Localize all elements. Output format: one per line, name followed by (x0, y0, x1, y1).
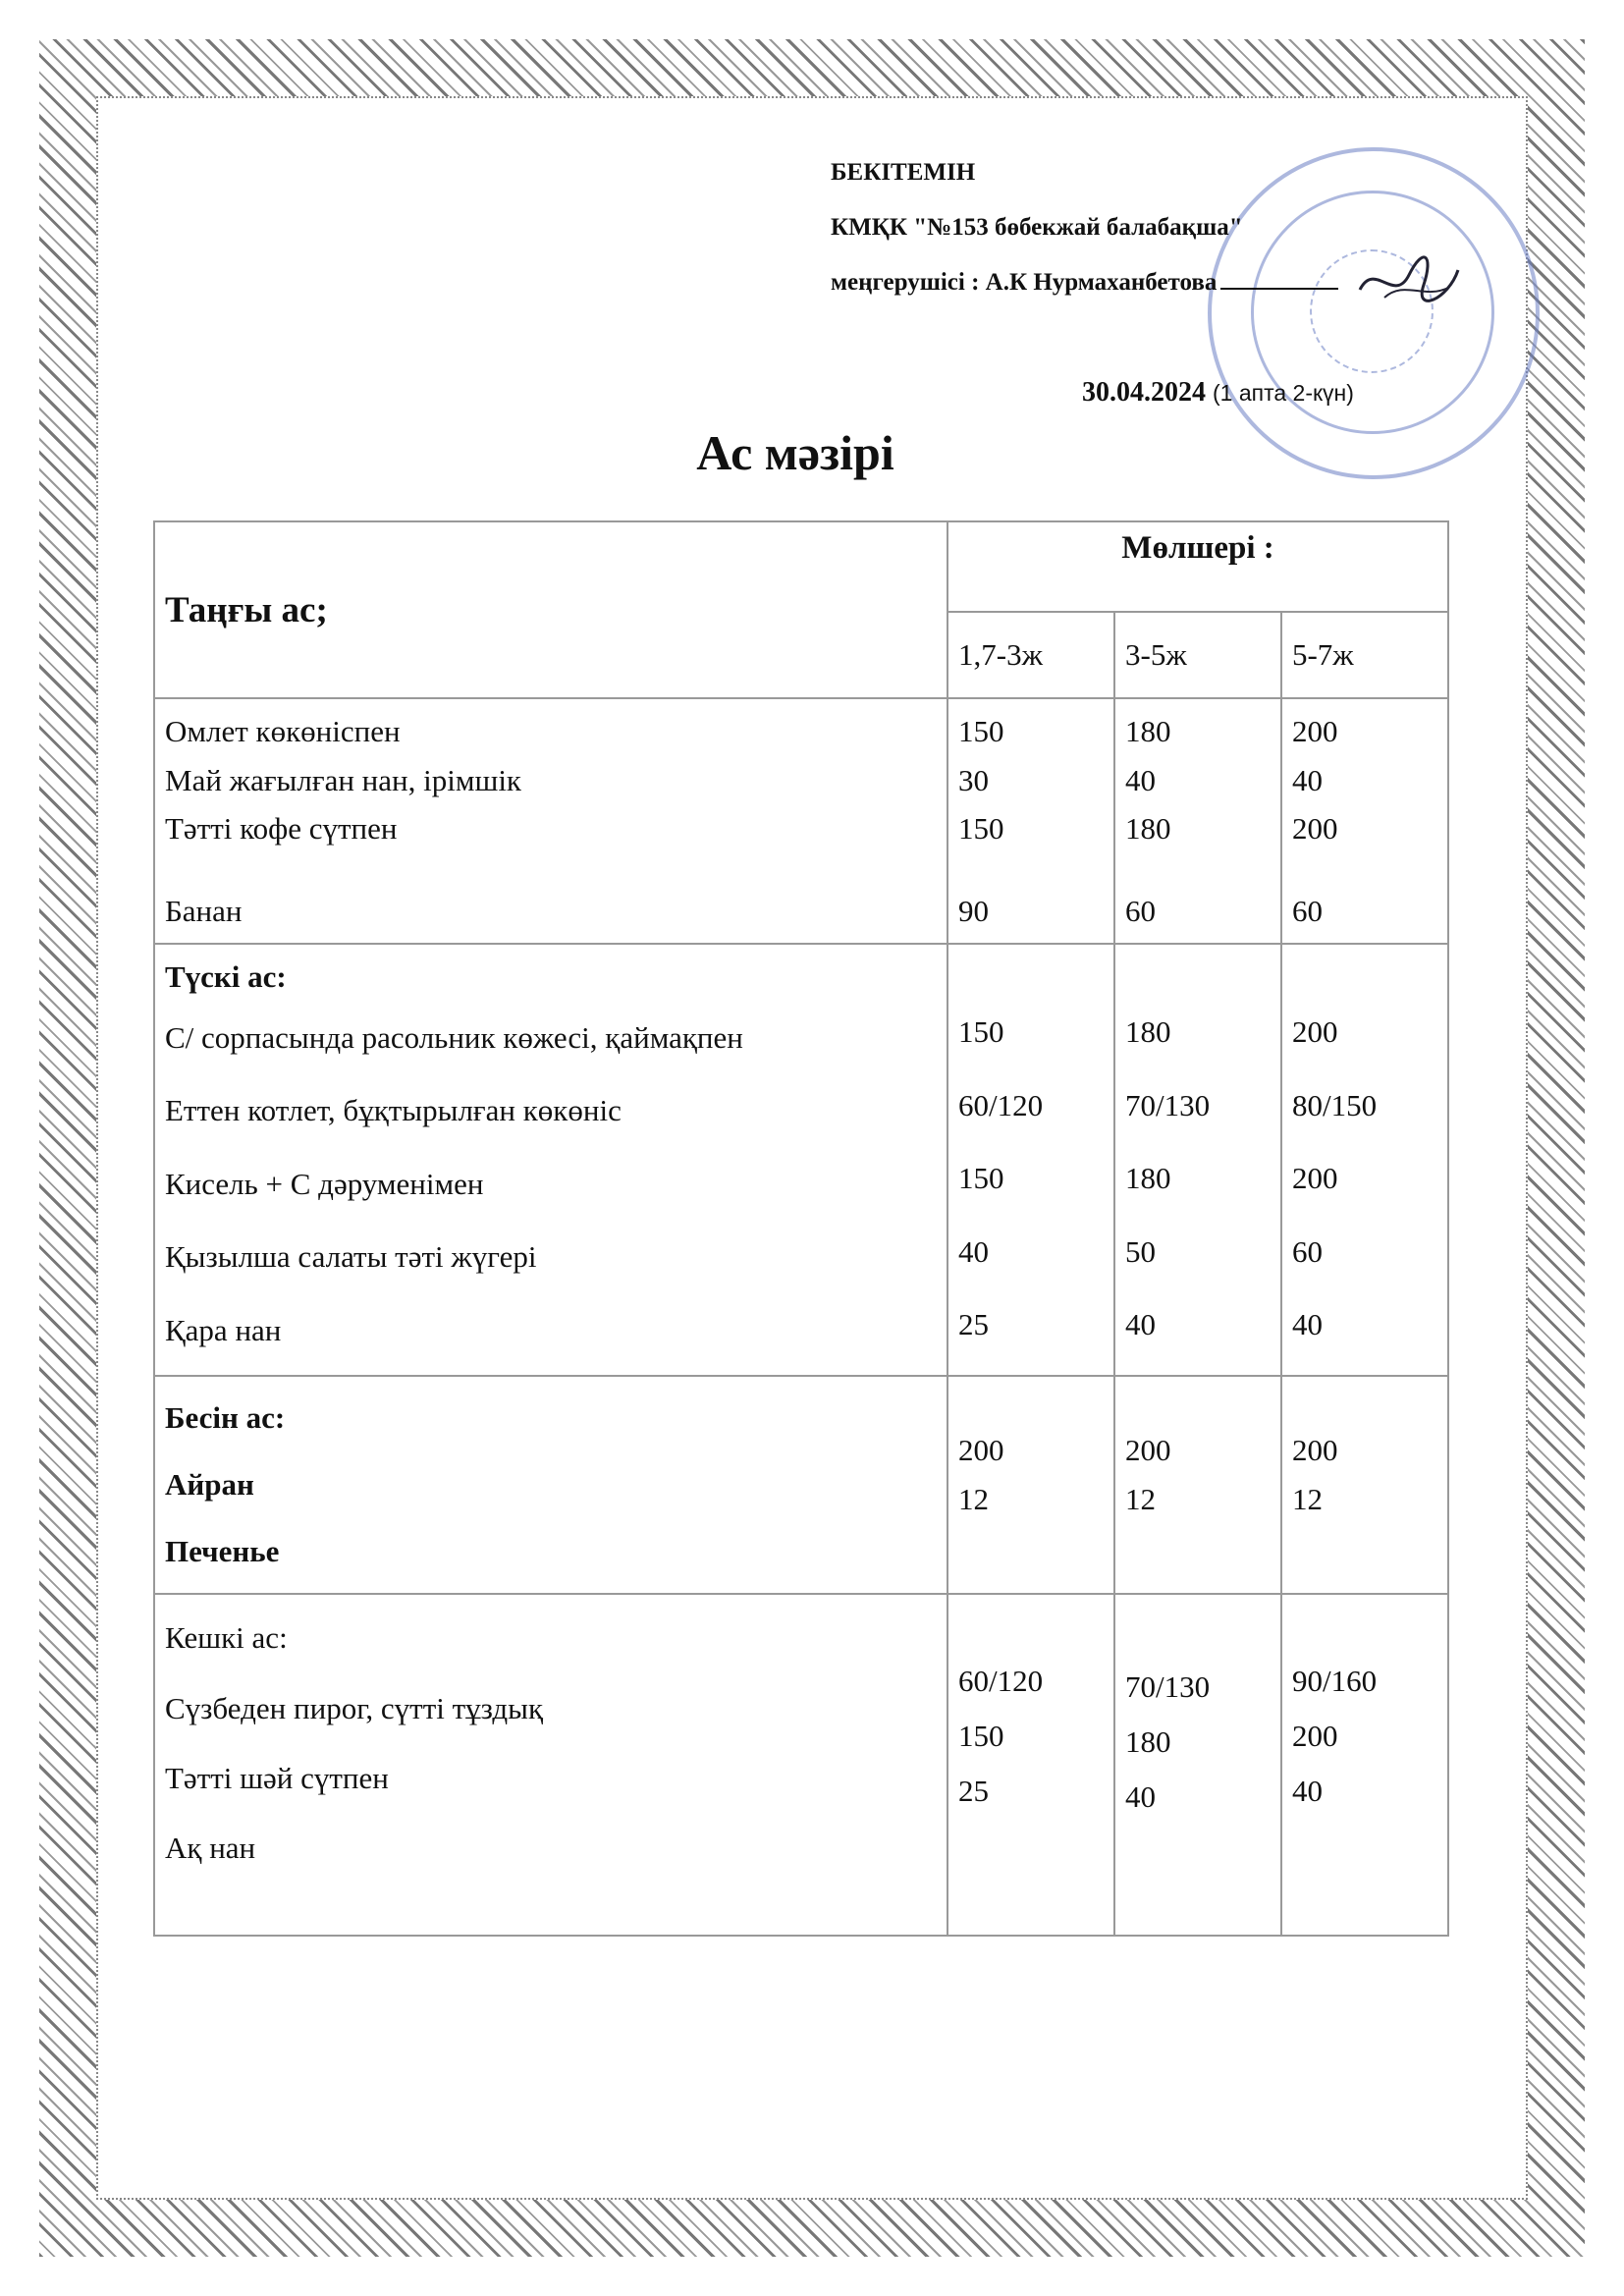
amount: 70/130 (1125, 1087, 1211, 1122)
menu-item: Тәтті шәй сүтпен (165, 1761, 389, 1796)
amount: 60 (1125, 893, 1157, 928)
signature-line (1220, 288, 1338, 290)
menu-item: Банан (165, 893, 243, 928)
amount: 180 (1125, 1014, 1171, 1050)
amount: 150 (958, 811, 1004, 847)
week-day-note: (1 апта 2-күн) (1213, 380, 1354, 406)
approval-line2: КМҚК "№153 бөбекжай балабақша" (831, 214, 1243, 241)
header-meal: Таңғы ас; (154, 521, 947, 698)
amount: 200 (958, 1432, 1004, 1467)
amount: 150 (958, 1719, 1004, 1754)
amount: 200 (1291, 1161, 1338, 1196)
approval-line3: меңгерушісі : А.К Нурмаханбетова (831, 269, 1218, 296)
amount: 180 (1125, 1724, 1171, 1760)
amount: 60 (1291, 1233, 1323, 1269)
breakfast-row (154, 698, 1448, 944)
date-line (1082, 377, 1354, 409)
amount: 150 (958, 1014, 1004, 1050)
lunch-row (154, 944, 1448, 1376)
amount: 200 (1291, 1432, 1338, 1467)
amount: 70/130 (1125, 1669, 1211, 1705)
amount: 180 (1125, 811, 1171, 847)
approval-block (831, 159, 1338, 324)
amount: 90/160 (1291, 1664, 1378, 1699)
menu-date: 30.04.2024 (1082, 377, 1206, 408)
menu-table (153, 520, 1449, 1937)
menu-item: Қара нан (165, 1312, 282, 1347)
amount: 12 (1125, 1481, 1157, 1516)
age-col-3: 5-7ж (1281, 612, 1448, 698)
amount: 40 (1291, 762, 1323, 797)
amount: 200 (1125, 1432, 1171, 1467)
amount: 180 (1125, 714, 1171, 748)
amount: 150 (958, 1161, 1004, 1196)
amount: 90 (958, 893, 990, 928)
menu-item: Қызылша салаты тәті жүгері (165, 1239, 537, 1275)
menu-item: Ақ нан (165, 1831, 256, 1866)
menu-item: Айран (165, 1467, 254, 1503)
amount: 200 (1291, 811, 1338, 847)
amount: 200 (1291, 1719, 1338, 1754)
amount: 40 (1125, 762, 1157, 797)
amount: 12 (958, 1481, 990, 1516)
amount: 40 (1125, 1306, 1157, 1341)
dinner-row (154, 1594, 1448, 1936)
amount: 200 (1291, 1014, 1338, 1050)
header-amount: Мөлшері : (947, 521, 1448, 612)
amount: 50 (1125, 1233, 1157, 1269)
age-col-2: 3-5ж (1114, 612, 1281, 698)
section-label: Бесін ас: (165, 1399, 286, 1435)
menu-item: Тәтті кофе сүтпен (165, 811, 398, 847)
section-label: Түскі ас: (165, 959, 287, 995)
amount: 25 (958, 1774, 990, 1809)
signature (1355, 250, 1463, 309)
menu-item: Печенье (165, 1534, 280, 1569)
amount: 40 (1291, 1306, 1323, 1341)
menu-item: С/ сорпасында расольник көжесі, қаймақпен (165, 1019, 743, 1055)
snack-row (154, 1376, 1448, 1595)
amount: 40 (1125, 1779, 1157, 1815)
amount: 40 (958, 1233, 990, 1269)
amount: 200 (1291, 714, 1338, 748)
amount: 60/120 (958, 1087, 1044, 1122)
amount: 40 (1291, 1774, 1323, 1809)
approval-line1: БЕКІТЕМІН (831, 159, 976, 186)
age-col-1: 1,7-3ж (947, 612, 1114, 698)
menu-item: Май жағылған нан, ірімшік (165, 762, 521, 797)
menu-item: Сүзбеден пирог, сүтті тұздық (165, 1690, 544, 1725)
amount: 25 (958, 1306, 990, 1341)
section-label: Кешкі ас: (165, 1620, 288, 1656)
menu-item: Кисель + С дәруменімен (165, 1166, 484, 1201)
amount: 80/150 (1291, 1087, 1378, 1122)
menu-item: Еттен котлет, бұқтырылған көкөніс (165, 1093, 622, 1128)
amount: 12 (1291, 1481, 1323, 1516)
page-title: Ас мәзірі (696, 425, 894, 480)
menu-item: Омлет көкөніспен (165, 714, 401, 748)
amount: 150 (958, 714, 1004, 748)
amount: 60/120 (958, 1664, 1044, 1699)
amount: 180 (1125, 1161, 1171, 1196)
amount: 30 (958, 762, 990, 797)
amount: 60 (1291, 893, 1323, 928)
